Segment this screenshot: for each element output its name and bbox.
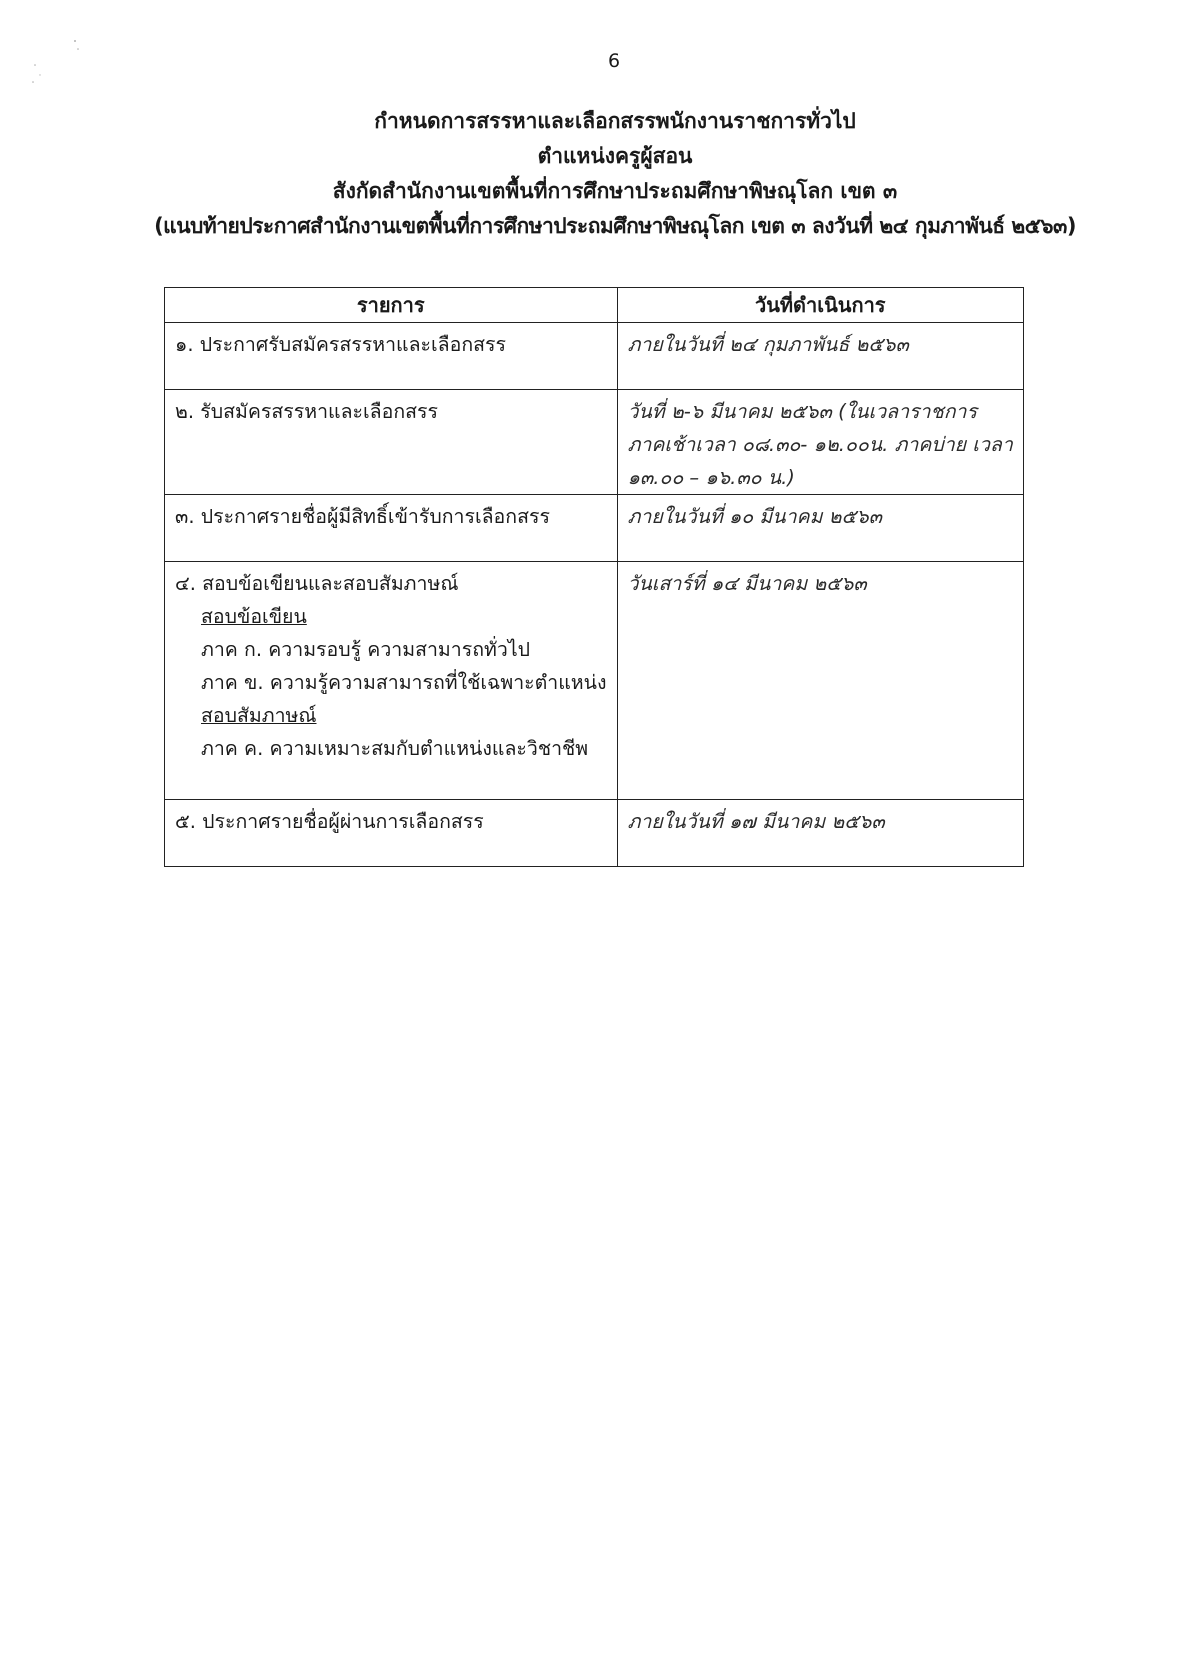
row-date-line: วันที่ ๒-๖ มีนาคม ๒๕๖๓ (ในเวลาราชการ	[627, 400, 977, 423]
title-line-4: (แนบท้ายประกาศสำนักงานเขตพื้นที่การศึกษาประถมศึกษาพิษณุโลก เขต ๓ ลงวันที่ ๒๔ กุมภาพันธ์ ๒๕๖๓)	[154, 214, 1076, 238]
row-date-line: ภาคเช้าเวลา ๐๘.๓๐- ๑๒.๐๐น. ภาคบ่าย เวลา	[627, 433, 1013, 456]
table-row	[165, 562, 1024, 800]
row-item-text: ๕. ประกาศรายชื่อผู้ผ่านการเลือกสรร	[175, 810, 484, 833]
row-date-cell	[617, 562, 1023, 800]
row-date-line: ภายในวันที่ ๒๔ กุมภาพันธ์ ๒๕๖๓	[627, 333, 909, 356]
table-row	[165, 495, 1024, 562]
row-item-text: ๑. ประกาศรับสมัครสรรหาและเลือกสรร	[175, 333, 506, 356]
row-item-text: ๓. ประกาศรายชื่อผู้มีสิทธิ์เข้ารับการเลือกสรร	[175, 505, 550, 528]
written-exam-part-b: ภาค ข. ความรู้ความสามารถที่ใช้เฉพาะตำแหน่ง	[201, 671, 607, 694]
written-exam-part-a: ภาค ก. ความรอบรู้ ความสามารถทั่วไป	[201, 638, 531, 661]
row-date-line: ภายในวันที่ ๑๗ มีนาคม ๒๕๖๓	[627, 810, 885, 833]
written-exam-heading: สอบข้อเขียน	[201, 605, 307, 628]
table-row	[165, 390, 1024, 495]
row-item-cell	[165, 562, 618, 800]
table-row	[165, 323, 1024, 390]
row-date-cell	[617, 495, 1023, 562]
schedule-table	[164, 287, 1024, 867]
row-item-cell	[165, 323, 618, 390]
row-item-text: ๔. สอบข้อเขียนและสอบสัมภาษณ์	[175, 572, 459, 595]
interview-part-c: ภาค ค. ความเหมาะสมกับตำแหน่งและวิชาชีพ	[201, 737, 589, 760]
row-item-cell	[165, 800, 618, 867]
interview-heading: สอบสัมภาษณ์	[201, 704, 317, 727]
row-date-cell	[617, 323, 1023, 390]
row-item-cell	[165, 390, 618, 495]
title-line-1: กำหนดการสรรหาและเลือกสรรพนักงานราชการทั่วไป	[374, 109, 856, 133]
table-header-row	[165, 288, 1024, 323]
document-title	[40, 104, 1179, 244]
title-line-3: สังกัดสำนักงานเขตพื้นที่การศึกษาประถมศึกษาพิษณุโลก เขต ๓	[332, 179, 898, 203]
header-item: รายการ	[165, 288, 618, 323]
row-date-line: ภายในวันที่ ๑๐ มีนาคม ๒๕๖๓	[627, 505, 882, 528]
row-date-cell	[617, 800, 1023, 867]
row-item-cell	[165, 495, 618, 562]
header-date: วันที่ดำเนินการ	[617, 288, 1023, 323]
page-number: 6	[607, 50, 621, 72]
table-row	[165, 800, 1024, 867]
row-item-text: ๒. รับสมัครสรรหาและเลือกสรร	[175, 400, 439, 423]
row-date-line: วันเสาร์ที่ ๑๔ มีนาคม ๒๕๖๓	[627, 572, 867, 595]
title-line-2: ตำแหน่งครูผู้สอน	[537, 144, 693, 168]
row-date-cell	[617, 390, 1023, 495]
row-date-line: ๑๓.๐๐ – ๑๖.๓๐ น.)	[627, 466, 795, 489]
